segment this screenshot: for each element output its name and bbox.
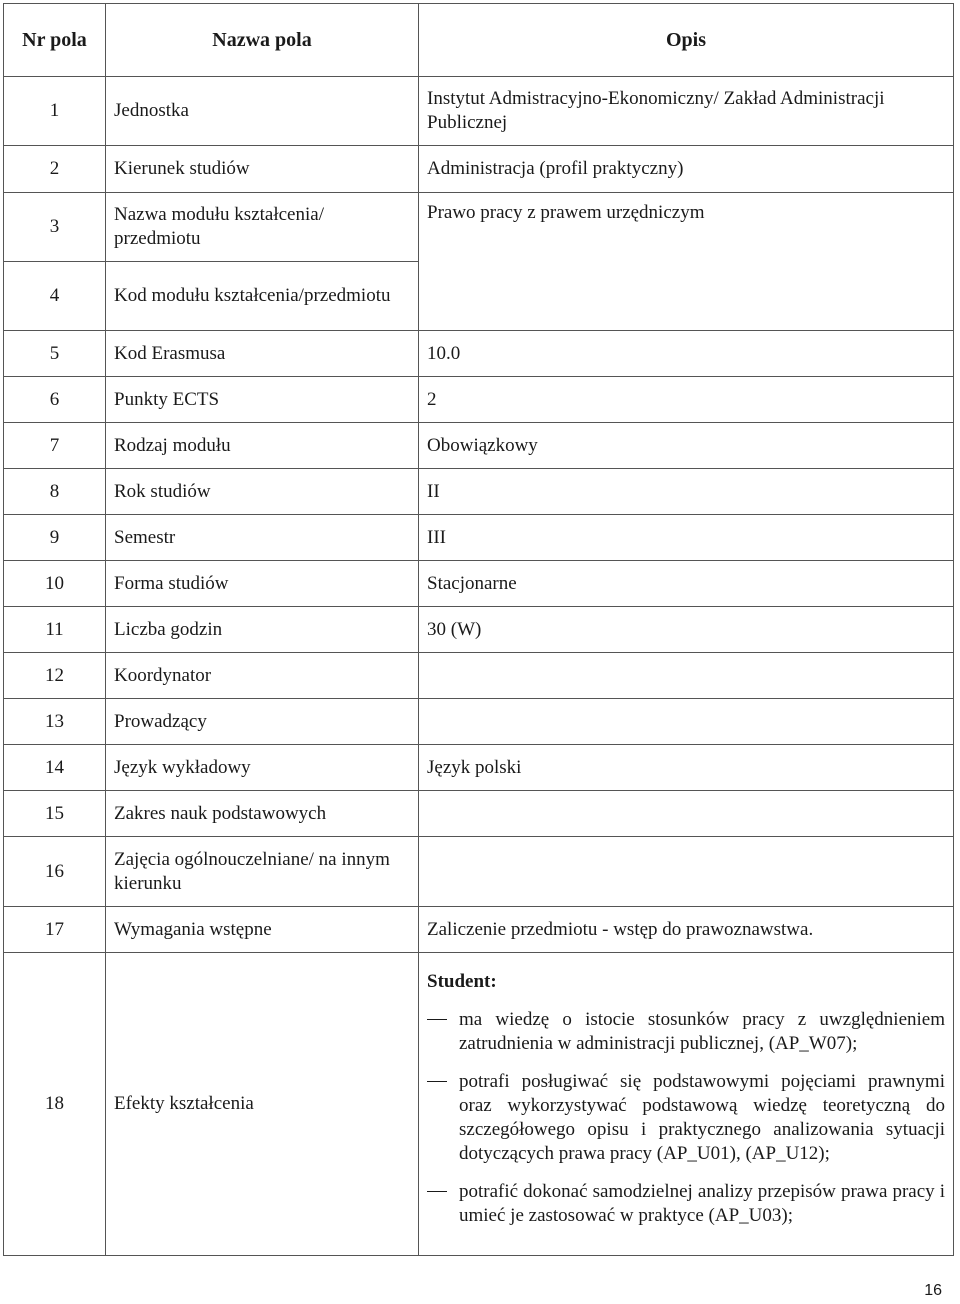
row-desc: 10.0: [419, 331, 954, 377]
row-name: Kod Erasmusa: [106, 331, 419, 377]
row-nr: 3: [4, 193, 106, 262]
header-nr: Nr pola: [4, 4, 106, 77]
row-desc: 2: [419, 377, 954, 423]
effect-text: ma wiedzę o istocie stosunków pracy z uwzględnieniem zatrudnienia w administracji publicznej, (AP_W07);: [459, 1009, 945, 1054]
dash-bullet-icon: [427, 1081, 447, 1082]
row-desc: Obowiązkowy: [419, 423, 954, 469]
row-name: Jednostka: [106, 77, 419, 146]
table-row: [4, 331, 954, 377]
row-nr: 11: [4, 607, 106, 653]
table-row: [4, 377, 954, 423]
row-desc: Administracja (profil praktyczny): [419, 146, 954, 193]
effect-text: potrafić dokonać samodzielnej analizy przepisów prawa pracy i umieć je zastosować w praktyce (AP_U03);: [459, 1181, 945, 1226]
table-row: [4, 193, 954, 262]
row-nr: 13: [4, 699, 106, 745]
table-row: [4, 146, 954, 193]
effect-item: [427, 1070, 945, 1166]
row-name: Rodzaj modułu: [106, 423, 419, 469]
table-row: [4, 837, 954, 907]
row-name: Kod modułu kształcenia/przedmiotu: [106, 262, 419, 331]
row-nr: 8: [4, 469, 106, 515]
row-desc: II: [419, 469, 954, 515]
row-desc: III: [419, 515, 954, 561]
row-desc: Instytut Admistracyjno-Ekonomiczny/ Zakład Administracji Publicznej: [419, 77, 954, 146]
page-number: 16: [924, 1282, 942, 1299]
row-name: Język wykładowy: [106, 745, 419, 791]
table-header-row: [4, 4, 954, 77]
row-nr: 6: [4, 377, 106, 423]
row-desc: [419, 837, 954, 907]
row-nr: 5: [4, 331, 106, 377]
dash-bullet-icon: [427, 1019, 447, 1020]
row-nr: 14: [4, 745, 106, 791]
course-card-table: [3, 3, 954, 1256]
table-row: [4, 77, 954, 146]
row-name: Zakres nauk podstawowych: [106, 791, 419, 837]
row-nr: 18: [4, 953, 106, 1256]
row-name: Forma studiów: [106, 561, 419, 607]
row-desc: [419, 791, 954, 837]
header-desc: Opis: [419, 4, 954, 77]
row-name: Efekty kształcenia: [106, 953, 419, 1256]
row-name: Liczba godzin: [106, 607, 419, 653]
effects-cell: [419, 953, 954, 1256]
table-row: [4, 745, 954, 791]
effect-item: [427, 1008, 945, 1056]
row-desc: Stacjonarne: [419, 561, 954, 607]
row-name: Wymagania wstępne: [106, 907, 419, 953]
row-desc: 30 (W): [419, 607, 954, 653]
table-row: [4, 907, 954, 953]
row-nr: 2: [4, 146, 106, 193]
row-name: Nazwa modułu kształcenia/ przedmiotu: [106, 193, 419, 262]
table-row: [4, 791, 954, 837]
table-row: [4, 515, 954, 561]
row-name: Punkty ECTS: [106, 377, 419, 423]
row-name: Prowadzący: [106, 699, 419, 745]
row-desc: Język polski: [419, 745, 954, 791]
row-desc: [419, 653, 954, 699]
row-nr: 17: [4, 907, 106, 953]
row-nr: 12: [4, 653, 106, 699]
row-name: Rok studiów: [106, 469, 419, 515]
row-name: Kierunek studiów: [106, 146, 419, 193]
row-name: Zajęcia ogólnouczelniane/ na innym kierunku: [106, 837, 419, 907]
effect-text: potrafi posługiwać się podstawowymi pojęciami prawnymi oraz wykorzystywać podstawową wiedzę teoretyczną do szczegółowego opisu i praktycznego analizowania sytuacji dotyczących prawa pracy (AP_U01), (AP_U12);: [459, 1071, 945, 1164]
row-nr: 16: [4, 837, 106, 907]
row-nr: 10: [4, 561, 106, 607]
table-row: [4, 653, 954, 699]
row-nr: 1: [4, 77, 106, 146]
effects-heading: Student:: [427, 971, 497, 992]
effect-item: [427, 1180, 945, 1228]
row-name: Koordynator: [106, 653, 419, 699]
table-row: [4, 469, 954, 515]
row-nr: 9: [4, 515, 106, 561]
row-desc: Zaliczenie przedmiotu - wstęp do prawoznawstwa.: [419, 907, 954, 953]
table-row-effects: [4, 953, 954, 1256]
table-row: [4, 423, 954, 469]
table-row: [4, 607, 954, 653]
table-row: [4, 561, 954, 607]
row-nr: 7: [4, 423, 106, 469]
dash-bullet-icon: [427, 1191, 447, 1192]
row-nr: 15: [4, 791, 106, 837]
table-row: [4, 699, 954, 745]
row-desc: Prawo pracy z prawem urzędniczym: [419, 193, 954, 331]
row-name: Semestr: [106, 515, 419, 561]
row-desc: [419, 699, 954, 745]
header-name: Nazwa pola: [106, 4, 419, 77]
row-nr: 4: [4, 262, 106, 331]
